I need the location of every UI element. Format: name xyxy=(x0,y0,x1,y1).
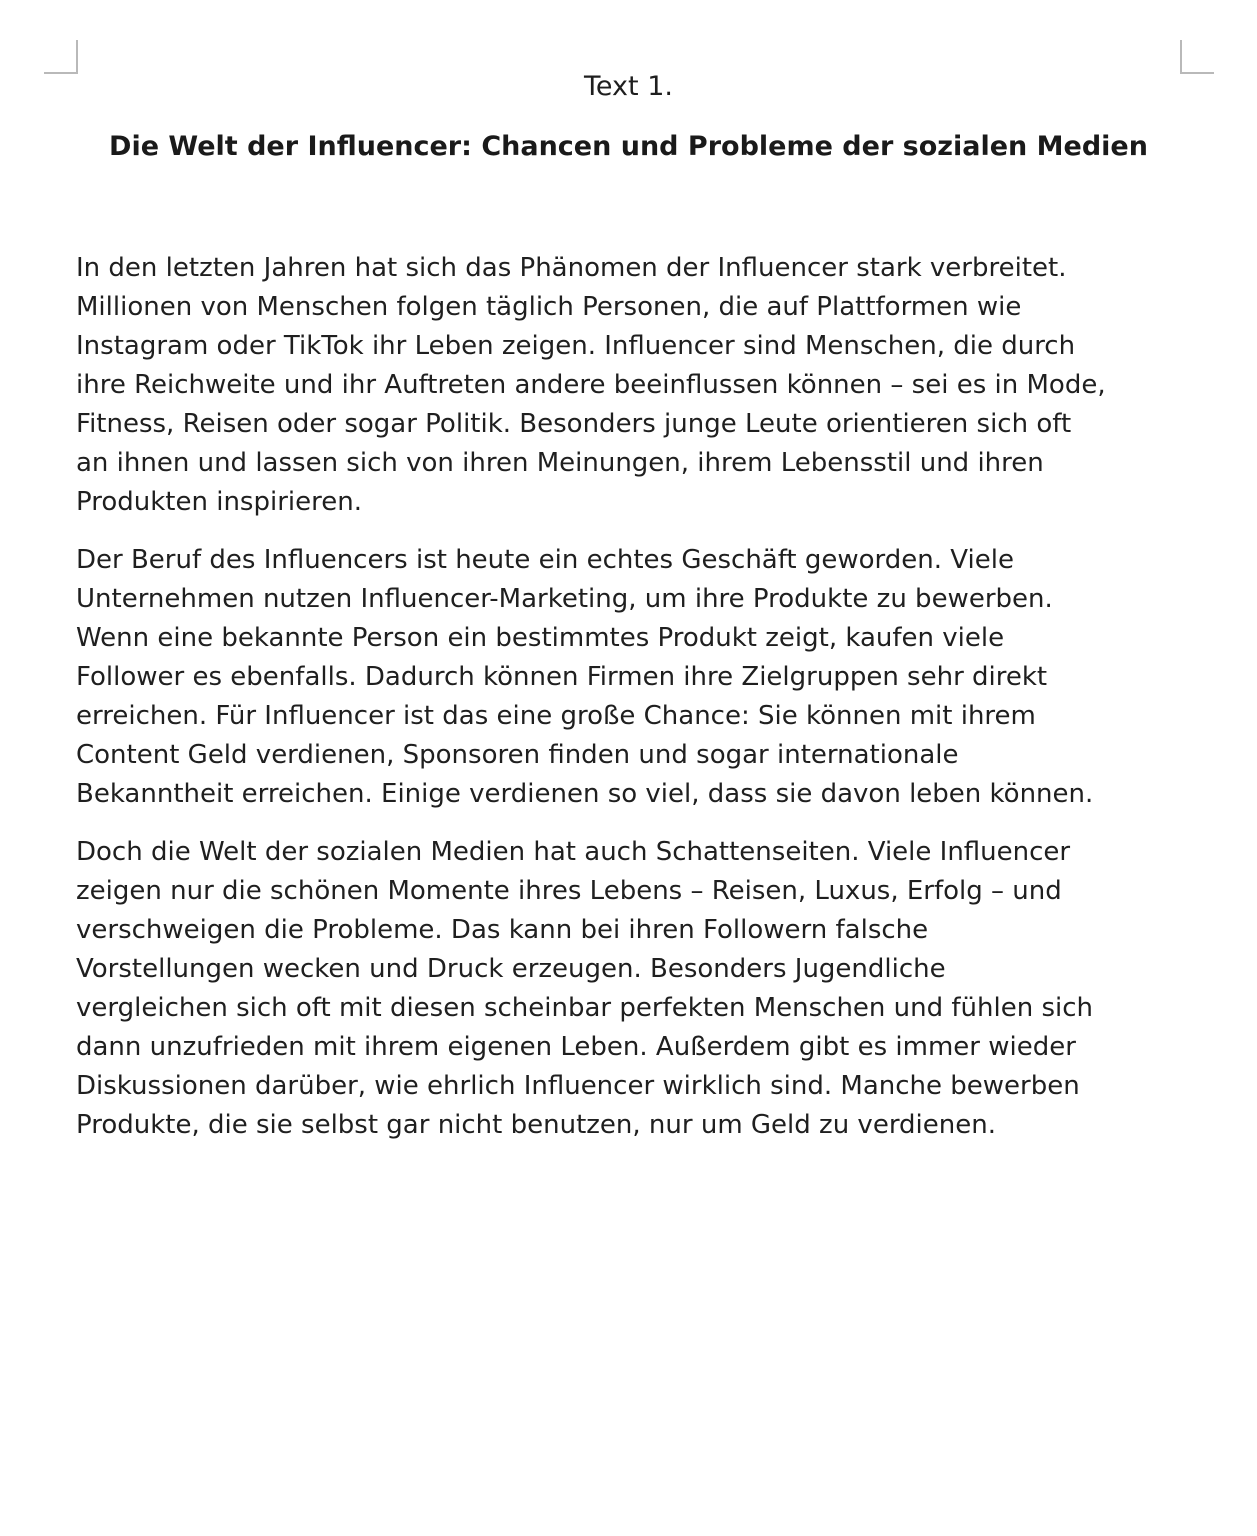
text-label: Text 1. xyxy=(584,71,673,102)
paragraph-line: Content Geld verdienen, Sponsoren finden und sogar internationale xyxy=(76,740,959,770)
paragraph-line: Doch die Welt der sozialen Medien hat auch Schattenseiten. Viele Influencer xyxy=(76,837,1071,867)
paragraph-line: erreichen. Für Influencer ist das eine große Chance: Sie können mit ihrem xyxy=(76,701,1036,731)
paragraph-line: Unternehmen nutzen Influencer-Marketing, um ihre Produkte zu bewerben. xyxy=(76,584,1053,614)
paragraph-line: vergleichen sich oft mit diesen scheinbar perfekten Menschen und fühlen sich xyxy=(76,993,1094,1023)
paragraph-line: zeigen nur die schönen Momente ihres Lebens – Reisen, Luxus, Erfolg – und xyxy=(76,876,1062,906)
paragraph-line: Bekanntheit erreichen. Einige verdienen so viel, dass sie davon leben können. xyxy=(76,779,1094,809)
paragraph-line: In den letzten Jahren hat sich das Phänomen der Influencer stark verbreitet. xyxy=(76,253,1067,283)
paragraph-line: Instagram oder TikTok ihr Leben zeigen. Influencer sind Menschen, die durch xyxy=(76,331,1076,361)
paragraph-line: ihre Reichweite und ihr Auftreten andere beeinflussen können – sei es in Mode, xyxy=(76,370,1106,400)
paragraph-line: an ihnen und lassen sich von ihren Meinungen, ihrem Lebensstil und ihren xyxy=(76,448,1044,478)
paragraph-line: dann unzufrieden mit ihrem eigenen Leben. Außerdem gibt es immer wieder xyxy=(76,1032,1076,1062)
paragraph-line: Millionen von Menschen folgen täglich Personen, die auf Plattformen wie xyxy=(76,292,1022,322)
paragraph-1 xyxy=(76,249,1226,522)
paragraph-2 xyxy=(76,541,1226,814)
paragraph-line: Fitness, Reisen oder sogar Politik. Besonders junge Leute orientieren sich oft xyxy=(76,409,1072,439)
paragraph-line: Der Beruf des Influencers ist heute ein echtes Geschäft geworden. Viele xyxy=(76,545,1014,575)
paragraph-line: Follower es ebenfalls. Dadurch können Firmen ihre Zielgruppen sehr direkt xyxy=(76,662,1048,692)
document-body xyxy=(76,249,1226,1164)
paragraph-line: Diskussionen darüber, wie ehrlich Influencer wirklich sind. Manche bewerben xyxy=(76,1071,1080,1101)
document-title: Die Welt der Influencer: Chancen und Probleme der sozialen Medien xyxy=(109,131,1148,162)
paragraph-line: Vorstellungen wecken und Druck erzeugen. Besonders Jugendliche xyxy=(76,954,946,984)
paragraph-line: Wenn eine bekannte Person ein bestimmtes Produkt zeigt, kaufen viele xyxy=(76,623,1005,653)
paragraph-line: Produkte, die sie selbst gar nicht benutzen, nur um Geld zu verdienen. xyxy=(76,1110,996,1140)
paragraph-3 xyxy=(76,833,1226,1145)
paragraph-line: Produkten inspirieren. xyxy=(76,487,362,517)
paragraph-line: verschweigen die Probleme. Das kann bei ihren Followern falsche xyxy=(76,915,929,945)
